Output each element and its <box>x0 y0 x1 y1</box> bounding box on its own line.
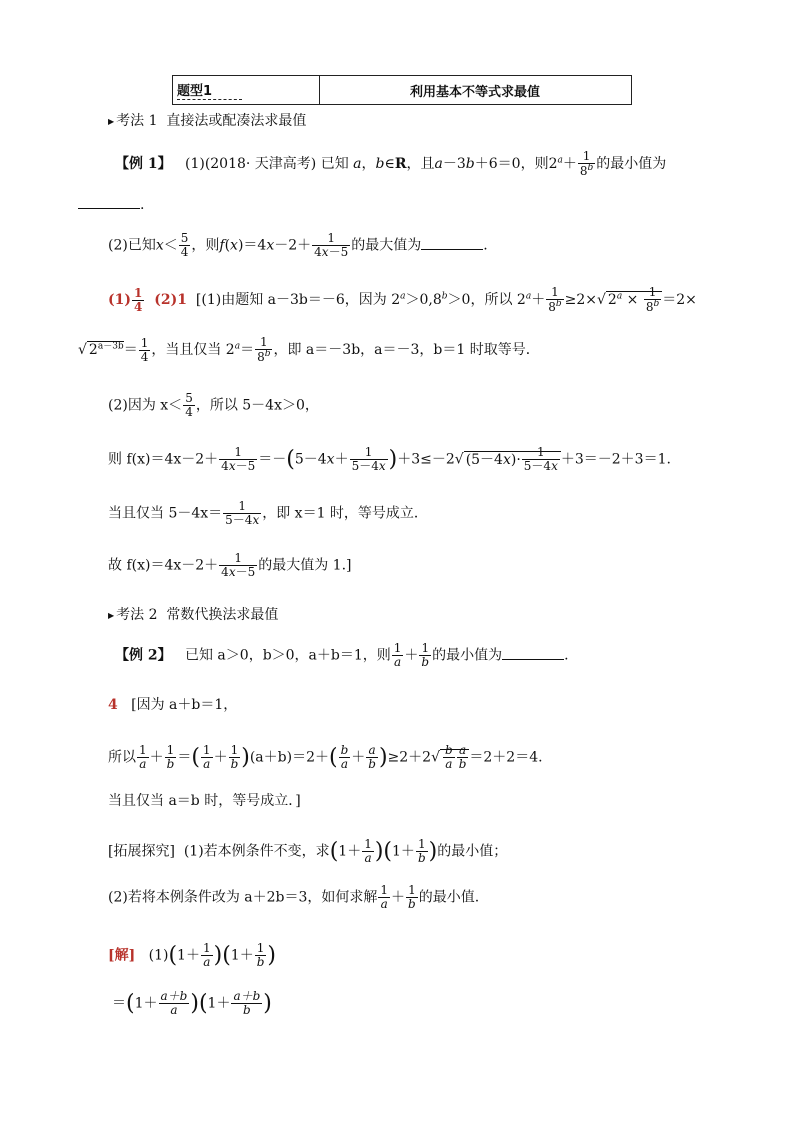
header-tag-cell <box>173 76 320 104</box>
ex1-solution-6: 故 f(x)＝4x－2＋ $\frac{1}{4x-5}$ 的最大值为 1.] <box>108 551 352 580</box>
section-header <box>172 75 632 105</box>
ex2-problem: 【例 2】 已知 a＞0，b＞0，a＋b＝1，则 $\frac{1}{a}$ ＋ $\frac{1}{b}$ 的最小值为 . <box>115 641 569 670</box>
sol-line-2: ＝(1＋ $\frac{a+b}{a}$ )(1＋ $\frac{a+b}{b}$ ) <box>112 989 272 1018</box>
ex1-solution-1: (1) $\frac{1}{4}$ (2)1 [(1)由题知 a－3b＝－6，因为 $2^a>0,8^b>0$，所以 $2^a+$ $\frac{1}{8^b}$ ≥2×√ $2^a$ × $\frac{1}{8^b}$ ＝2× <box>108 285 697 315</box>
ex1-blank1: . <box>78 196 144 213</box>
ex2-solution-3: 当且仅当 a＝b 时，等号成立．] <box>108 793 301 809</box>
header-tag: 题型1 <box>177 80 242 100</box>
sol-line-1: [解] (1)(1＋ $\frac{1}{a}$ )(1＋ $\frac{1}{b}$ ) <box>108 941 276 970</box>
ex1-solution-3: (2)因为 x＜ $\frac{5}{4}$ ，所以 5－4x＞0， <box>108 391 319 420</box>
ex1-solution-5: 当且仅当 5－4x＝ $\frac{1}{5-4x}$ ，即 x＝1 时，等号成立． <box>108 499 428 528</box>
ex2-solution-1: 4 [因为 a＋b＝1， <box>108 697 238 713</box>
triangle-icon: ▶ <box>108 116 115 126</box>
method2-heading: ▶ 考法 2 常数代换法求最值 <box>108 607 279 623</box>
method1-heading: ▶ 考法 1 直接法或配凑法求最值 <box>108 113 307 129</box>
ex1-solution-2: √ $2^{a-3b}=$ $\frac{1}{4}$ ，当且仅当 $2^a=$ $\frac{1}{8^b}$ ，即 a＝－3b，a＝－3，b＝1 时取等号． <box>78 335 540 365</box>
ex1-problem2: (2)已知x＜ $\frac{5}{4}$ ，则f(x)＝4x－2＋ $\frac{1}{4x-5}$ 的最大值为 . <box>108 231 488 260</box>
ex1-problem1: 【例 1】 (1)(2018· 天津高考) 已知 a，b∈R，且a－3b＋6＝0，则$2^a+$ $\frac{1}{8^b}$ 的最小值为 <box>115 149 667 179</box>
ex1-solution-4: 则 f(x)＝4x－2＋ $\frac{1}{4x-5}$ ＝－(5－4x＋ $\frac{1}{5-4x}$ )＋3≤－2√ (5－4x)· $\frac{1}{5-4x}$ ＋3＝－2＋3＝1. <box>108 445 671 474</box>
ext-problem1: [拓展探究] (1)若本例条件不变，求(1＋ $\frac{1}{a}$ )(1＋ $\frac{1}{b}$ )的最小值； <box>108 837 508 866</box>
ex2-solution-2: 所以 $\frac{1}{a}$ ＋ $\frac{1}{b}$ ＝( $\frac{1}{a}$ ＋ $\frac{1}{b}$ )(a＋b)＝2＋( $\frac{b}{a}$ ＋ $\frac{a}{b}$ )≥2＋2√ $\frac{b}{a}$ $\frac{a}{b}$ ＝2＋2＝4. <box>108 743 543 772</box>
ext-problem2: (2)若将本例条件改为 a＋2b＝3，如何求解 $\frac{1}{a}$ ＋ $\frac{1}{b}$ 的最小值. <box>108 883 480 912</box>
header-title: 利用基本不等式求最值 <box>409 85 540 100</box>
triangle-icon: ▶ <box>108 610 115 620</box>
